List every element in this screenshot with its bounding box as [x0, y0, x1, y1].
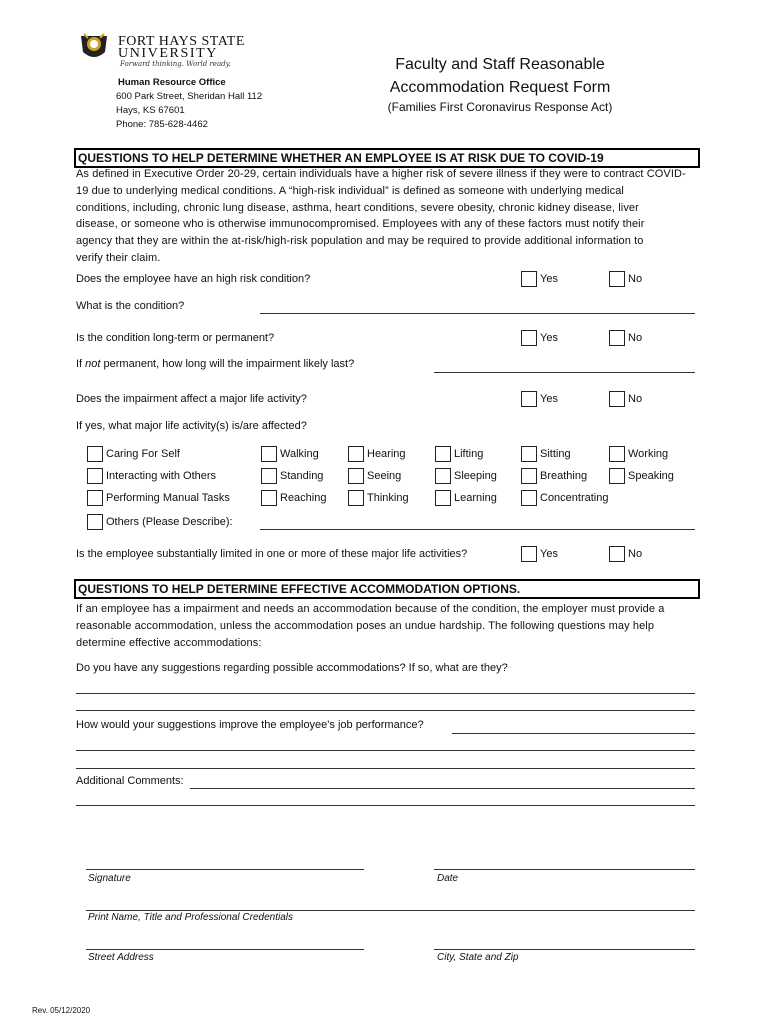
seeing-label: Seeing: [367, 470, 402, 482]
long-term-yes-checkbox[interactable]: [521, 330, 537, 346]
hearing-label: Hearing: [367, 448, 406, 460]
breathing-label: Breathing: [540, 470, 588, 482]
others-checkbox[interactable]: [87, 514, 103, 530]
logo-wordmark-line1: FORT HAYS STATE: [118, 34, 245, 49]
yes-label: Yes: [540, 273, 558, 285]
paragraph-line: If an employee has a impairment and needs an accommodation because of the condition, the employer must provide a: [76, 603, 665, 615]
no-label: No: [628, 393, 643, 405]
speaking-label: Speaking: [628, 470, 674, 482]
logo-wordmark-line2: UNIVERSITY: [118, 46, 218, 61]
limited-yes-checkbox[interactable]: [521, 546, 537, 562]
suggestions-input-line-1[interactable]: [76, 693, 695, 694]
section-heading-accommodation: QUESTIONS TO HELP DETERMINE EFFECTIVE ACCOMMODATION OPTIONS.: [74, 579, 700, 599]
learning-checkbox[interactable]: [435, 490, 451, 506]
section-heading-risk: QUESTIONS TO HELP DETERMINE WHETHER AN EMPLOYEE IS AT RISK DUE TO COVID-19: [74, 148, 700, 168]
thinking-checkbox[interactable]: [348, 490, 364, 506]
breathing-checkbox[interactable]: [521, 468, 537, 484]
print-name-line[interactable]: [86, 910, 695, 911]
seeing-checkbox[interactable]: [348, 468, 364, 484]
reaching-label: Reaching: [280, 492, 327, 504]
question-comments: Additional Comments:: [76, 775, 184, 787]
paragraph-line: 19 due to underlying medical conditions. A “high-risk individual” is defined as someone with underlying medical: [76, 184, 624, 197]
street-address-label: Street Address: [88, 952, 154, 963]
street-address-line[interactable]: [86, 949, 364, 950]
duration-text-post: permanent, how long will the impairment likely last?: [100, 358, 355, 370]
major-activity-yes-checkbox[interactable]: [521, 391, 537, 407]
paragraph-line: verify their claim.: [76, 251, 161, 264]
print-name-label: Print Name, Title and Professional Credentials: [88, 912, 294, 923]
walking-label: Walking: [280, 448, 319, 460]
others-label: Others (Please Describe):: [106, 516, 233, 528]
paragraph-line: determine effective accommodations:: [76, 636, 262, 649]
university-seal-icon: [78, 30, 110, 62]
revision-date: Rev. 05/12/2020: [32, 1006, 91, 1015]
office-phone: Phone: 785-628-4462: [116, 119, 208, 130]
condition-input-line[interactable]: [260, 313, 695, 314]
logo-tagline: Forward thinking. World ready.: [120, 60, 231, 68]
question-suggestions: Do you have any suggestions regarding possible accommodations? If so, what are they?: [76, 662, 508, 674]
hearing-checkbox[interactable]: [348, 446, 364, 462]
yes-label: Yes: [540, 393, 558, 405]
comments-input-line-1[interactable]: [190, 788, 695, 789]
signature-label: Signature: [88, 873, 131, 884]
question-major-activity: Does the impairment affect a major life activity?: [76, 393, 307, 405]
reaching-checkbox[interactable]: [261, 490, 277, 506]
paragraph-line: conditions, including, chronic lung disease, asthma, heart conditions, severe obesity, chronic kidney disease, liver: [76, 201, 639, 214]
risk-paragraph: [76, 166, 698, 267]
question-which-activities: If yes, what major life activity(s) is/are affected?: [76, 420, 307, 432]
high-risk-no-checkbox[interactable]: [609, 271, 625, 287]
suggestions-input-line-2[interactable]: [76, 710, 695, 711]
question-improve: How would your suggestions improve the employee's job performance?: [76, 719, 424, 731]
city-state-zip-line[interactable]: [434, 949, 695, 950]
paragraph-line: reasonable accommodation, unless the accommodation poses an undue hardship. The following questions may help: [76, 619, 655, 632]
question-substantially-limited: Is the employee substantially limited in one or more of these major life activities?: [76, 548, 468, 560]
concentrating-checkbox[interactable]: [521, 490, 537, 506]
date-line[interactable]: [434, 869, 695, 870]
improve-input-line-1[interactable]: [452, 733, 695, 734]
sitting-label: Sitting: [540, 448, 571, 460]
caring-for-self-label: Caring For Self: [106, 448, 180, 460]
office-name: Human Resource Office: [118, 77, 226, 88]
no-label: No: [628, 548, 643, 560]
high-risk-yes-checkbox[interactable]: [521, 271, 537, 287]
sleeping-label: Sleeping: [454, 470, 497, 482]
form-subtitle: (Families First Coronavirus Response Act): [387, 100, 613, 114]
form-title-line1: Faculty and Staff Reasonable: [395, 56, 605, 73]
duration-text-emphasis: not: [85, 358, 101, 370]
form-title-line2: Accommodation Request Form: [389, 79, 611, 96]
paragraph-line: As defined in Executive Order 20-29, certain individuals have a higher risk of severe illness if they were to contract COVID-: [76, 168, 686, 180]
sleeping-checkbox[interactable]: [435, 468, 451, 484]
manual-tasks-checkbox[interactable]: [87, 490, 103, 506]
others-input-line[interactable]: [260, 529, 695, 530]
concentrating-label: Concentrating: [540, 492, 609, 504]
speaking-checkbox[interactable]: [609, 468, 625, 484]
date-label: Date: [437, 873, 459, 884]
learning-label: Learning: [454, 492, 497, 504]
interacting-checkbox[interactable]: [87, 468, 103, 484]
office-city: Hays, KS 67601: [116, 105, 185, 116]
manual-tasks-label: Performing Manual Tasks: [106, 492, 230, 504]
sitting-checkbox[interactable]: [521, 446, 537, 462]
interacting-label: Interacting with Others: [106, 470, 217, 482]
comments-input-line-2[interactable]: [76, 805, 695, 806]
walking-checkbox[interactable]: [261, 446, 277, 462]
caring-for-self-checkbox[interactable]: [87, 446, 103, 462]
no-label: No: [628, 273, 643, 285]
duration-text-pre: If: [76, 358, 86, 370]
standing-label: Standing: [280, 470, 324, 482]
yes-label: Yes: [540, 548, 558, 560]
no-label: No: [628, 332, 643, 344]
accommodation-paragraph: [76, 601, 698, 651]
question-long-term: Is the condition long-term or permanent?: [76, 332, 275, 344]
yes-label: Yes: [540, 332, 558, 344]
office-address: 600 Park Street, Sheridan Hall 112: [116, 91, 263, 102]
working-label: Working: [628, 448, 669, 460]
lifting-checkbox[interactable]: [435, 446, 451, 462]
thinking-label: Thinking: [367, 492, 409, 504]
lifting-label: Lifting: [454, 448, 484, 460]
major-activity-no-checkbox[interactable]: [609, 391, 625, 407]
question-condition: What is the condition?: [76, 300, 185, 312]
working-checkbox[interactable]: [609, 446, 625, 462]
limited-no-checkbox[interactable]: [609, 546, 625, 562]
question-high-risk: Does the employee have an high risk condition?: [76, 273, 311, 285]
signature-line[interactable]: [86, 869, 364, 870]
standing-checkbox[interactable]: [261, 468, 277, 484]
long-term-no-checkbox[interactable]: [609, 330, 625, 346]
city-state-zip-label: City, State and Zip: [437, 952, 519, 963]
question-duration: [76, 358, 354, 370]
paragraph-line: agency that they are within the at-risk/high-risk population and may be required to provide additional information to: [76, 235, 644, 248]
improve-input-line-3[interactable]: [76, 768, 695, 769]
improve-input-line-2[interactable]: [76, 750, 695, 751]
duration-input-line[interactable]: [434, 372, 695, 373]
paragraph-line: disease, or someone who is otherwise immunocompromised. Employees with any of these factors must notify their: [76, 218, 645, 231]
